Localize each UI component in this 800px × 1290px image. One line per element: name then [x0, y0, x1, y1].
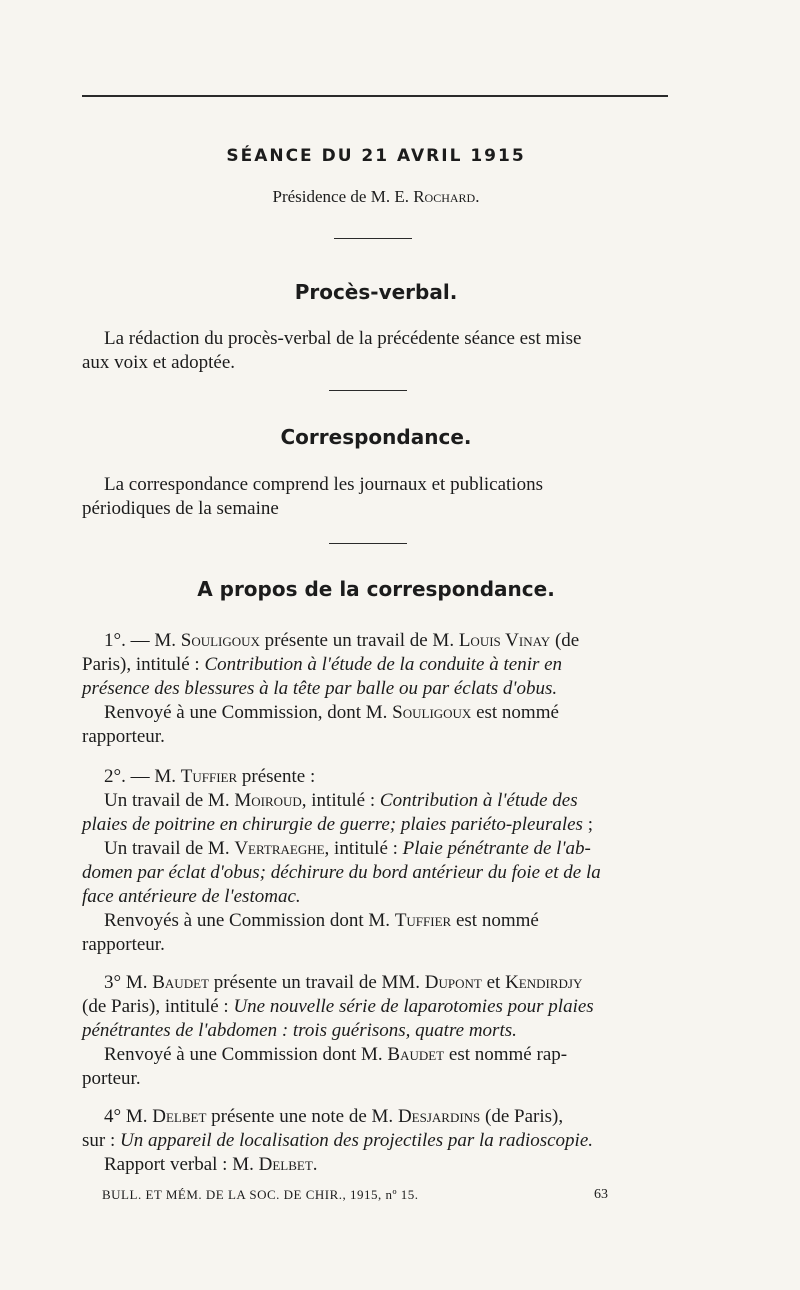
text: (de Paris), intitulé : [82, 996, 234, 1017]
item-3-line-1 [82, 971, 670, 995]
item-4-line-3 [82, 1153, 670, 1177]
text: (de [550, 630, 580, 651]
text: présente un travail de M. [259, 630, 459, 651]
text: présente une note de M. [206, 1106, 398, 1127]
item-2-line-4 [82, 837, 670, 861]
text: 4° M. [104, 1106, 153, 1127]
text: , intitulé : [324, 838, 403, 859]
text: est nommé [451, 910, 539, 931]
author-name: Baudet [152, 972, 209, 993]
item-3-line-3: pénétrantes de l'abdomen : trois guérisons, quatre morts. [82, 1020, 517, 1041]
item-2-line-2 [82, 789, 670, 813]
divider-2 [329, 390, 407, 391]
presidence-suffix: . [475, 187, 480, 206]
text: 1°. — M. [104, 630, 181, 651]
president-name: Rochard [413, 187, 476, 206]
correspondance-line-1: La correspondance comprend les journaux et publications [104, 474, 543, 495]
text: présente : [237, 766, 316, 787]
item-1-line-3: présence des blessures à la tête par balle ou par éclats d'obus. [82, 678, 558, 699]
text: , intitulé : [301, 790, 380, 811]
author-name: Tuffier [394, 910, 452, 931]
text: Rapport verbal : M. [104, 1154, 259, 1175]
item-4-line-1 [82, 1105, 670, 1129]
author-name: Souligoux [180, 630, 260, 651]
text: (de Paris), [480, 1106, 564, 1127]
item-2-line-7 [82, 909, 670, 933]
journal-citation: BULL. ET MÉM. DE LA SOC. DE CHIR., 1915, nº 15. [102, 1187, 419, 1202]
item-3 [82, 971, 670, 1091]
item-2-line-3 [82, 813, 670, 837]
correspondance-line-2: périodiques de la semaine [82, 498, 279, 519]
item-1-line-2 [82, 653, 670, 677]
proces-verbal-line-2: aux voix et adoptée. [82, 352, 236, 373]
author-name: Baudet [387, 1044, 445, 1065]
item-1-line-4 [82, 701, 670, 725]
item-3-line-2 [82, 995, 670, 1019]
item-3-line-5: porteur. [82, 1068, 141, 1089]
work-title: Contribution à l'étude de la conduite à tenir en [204, 654, 563, 675]
divider-3 [329, 543, 407, 544]
item-4 [82, 1105, 670, 1177]
text: Renvoyés à une Commission dont M. [104, 910, 395, 931]
text: est nommé rap- [444, 1044, 568, 1065]
author-name: Delbet [258, 1154, 313, 1175]
author-name: Tuffier [180, 766, 238, 787]
item-1 [82, 629, 670, 749]
text: Renvoyé à une Commission, dont M. [104, 702, 393, 723]
item-2-line-6: face antérieure de l'estomac. [82, 886, 301, 907]
item-4-line-2 [82, 1129, 670, 1153]
text: . [312, 1154, 318, 1175]
author-name: Kendirdjy [505, 972, 583, 993]
text: 3° M. [104, 972, 153, 993]
correspondance-text [82, 473, 670, 521]
text: 2°. — M. [104, 766, 181, 787]
author-name: Dupont [424, 972, 482, 993]
item-2 [82, 765, 670, 957]
author-name: Desjardins [397, 1106, 481, 1127]
author-name: Vertraeghe [234, 838, 325, 859]
work-title: Une nouvelle série de laparotomies pour plaies [233, 996, 594, 1017]
item-2-line-1 [82, 765, 670, 789]
text: sur : [82, 1130, 120, 1151]
page-number: 63 [594, 1187, 608, 1202]
session-title: SÉANCE DU 21 AVRIL 1915 [226, 146, 526, 166]
presidence-prefix: Présidence de M. E. [272, 187, 414, 206]
work-title: Un appareil de localisation des projectiles par la radioscopie. [120, 1130, 594, 1151]
item-1-line-5: rapporteur. [82, 726, 165, 747]
author-name: Louis Vinay [458, 630, 551, 651]
item-1-line-1 [82, 629, 670, 653]
item-2-line-8: rapporteur. [82, 934, 165, 955]
top-rule [82, 95, 668, 97]
item-3-line-4 [82, 1043, 670, 1067]
section-title-correspondance: Correspondance. [280, 425, 472, 449]
section-title-a-propos: A propos de la correspondance. [197, 577, 555, 601]
text: et [481, 972, 506, 993]
text: Un travail de M. [104, 790, 235, 811]
text: ; [582, 814, 593, 835]
work-title: Contribution à l'étude des [379, 790, 578, 811]
divider-1 [334, 238, 412, 239]
text: Paris), intitulé : [82, 654, 205, 675]
text: présente un travail de MM. [208, 972, 425, 993]
presidence-line [82, 187, 670, 207]
author-name: Souligoux [392, 702, 472, 723]
text: Un travail de M. [104, 838, 235, 859]
work-title: plaies de poitrine en chirurgie de guerre; plaies pariéto-pleurales [82, 814, 583, 835]
author-name: Moiroud [234, 790, 302, 811]
section-title-proces-verbal: Procès-verbal. [294, 280, 458, 304]
author-name: Delbet [152, 1106, 207, 1127]
text: Renvoyé à une Commission dont M. [104, 1044, 388, 1065]
proces-verbal-line-1: La rédaction du procès-verbal de la précédente séance est mise [104, 328, 582, 349]
proces-verbal-text [82, 327, 670, 375]
item-2-line-5: domen par éclat d'obus; déchirure du bord antérieur du foie et de la [82, 862, 601, 883]
text: est nommé [471, 702, 559, 723]
work-title: Plaie pénétrante de l'ab- [402, 838, 591, 859]
document-page [82, 0, 670, 1290]
